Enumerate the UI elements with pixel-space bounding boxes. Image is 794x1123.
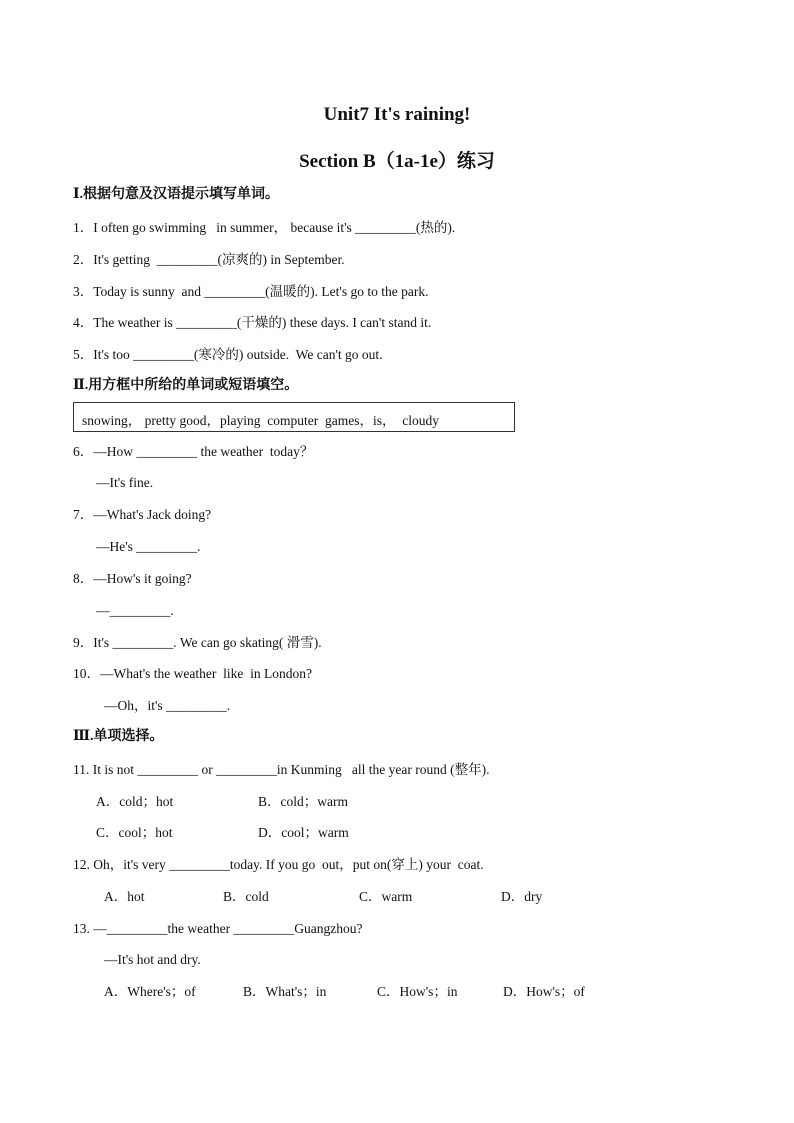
option-12-a: A．hot (104, 889, 145, 904)
question-10: 10．—What's the weather like in London? (73, 666, 312, 681)
question-7: 7．—What's Jack doing? (73, 507, 212, 522)
option-13-a: A．Where's；of (104, 984, 196, 999)
question-4: 4．The weather is _________(干燥的) these days. I can't stand it. (73, 315, 432, 330)
question-12: 12. Oh，it's very _________today. If you go out，put on(穿上) your coat. (73, 857, 484, 872)
question-8: 8．—How's it going? (73, 571, 192, 586)
option-12-c: C．warm (359, 889, 413, 904)
question-2: 2．It's getting _________(凉爽的) in September. (73, 252, 345, 267)
page-title: Unit7 It's raining! (323, 104, 471, 125)
part2-heading: Ⅱ.用方框中所给的单词或短语填空。 (73, 378, 299, 393)
option-11-a: A．cold；hot (96, 794, 174, 809)
word-box-text: snowing， pretty good，playing computer games，is， cloudy (82, 413, 439, 428)
page-subtitle: Section B（1a-1e）练习 (299, 151, 495, 172)
question-11: 11. It is not _________ or _________in Kunming all the year round (整年). (73, 762, 490, 777)
word-box (73, 402, 515, 432)
answer-8: —_________. (96, 603, 174, 618)
part1-heading: Ⅰ.根据句意及汉语提示填写单词。 (73, 187, 280, 202)
option-12-b: B．cold (223, 889, 269, 904)
option-13-d: D．How's；of (503, 984, 585, 999)
option-13-b: B．What's；in (243, 984, 327, 999)
option-11-c: C．cool；hot (96, 825, 173, 840)
option-11-b: B．cold；warm (258, 794, 348, 809)
answer-13: —It's hot and dry. (104, 952, 201, 967)
option-11-d: D．cool；warm (258, 825, 349, 840)
question-9: 9．It's _________. We can go skating( 滑雪). (73, 635, 322, 650)
question-1: 1．I often go swimming in summer， because it's _________(热的). (73, 220, 456, 235)
question-3: 3．Today is sunny and _________(温暖的). Let's go to the park. (73, 284, 429, 299)
option-12-d: D．dry (501, 889, 543, 904)
option-13-c: C．How's；in (377, 984, 458, 999)
question-6: 6．—How _________ the weather today？ (73, 444, 314, 459)
question-13: 13. —_________the weather _________Guangzhou? (73, 921, 363, 936)
answer-7: —He's _________. (96, 539, 201, 554)
part3-heading: Ⅲ.单项选择。 (73, 729, 164, 744)
answer-6: —It's fine. (96, 475, 154, 490)
answer-10: —Oh，it's _________. (104, 698, 231, 713)
question-5: 5．It's too _________(寒冷的) outside. We can't go out. (73, 347, 383, 362)
